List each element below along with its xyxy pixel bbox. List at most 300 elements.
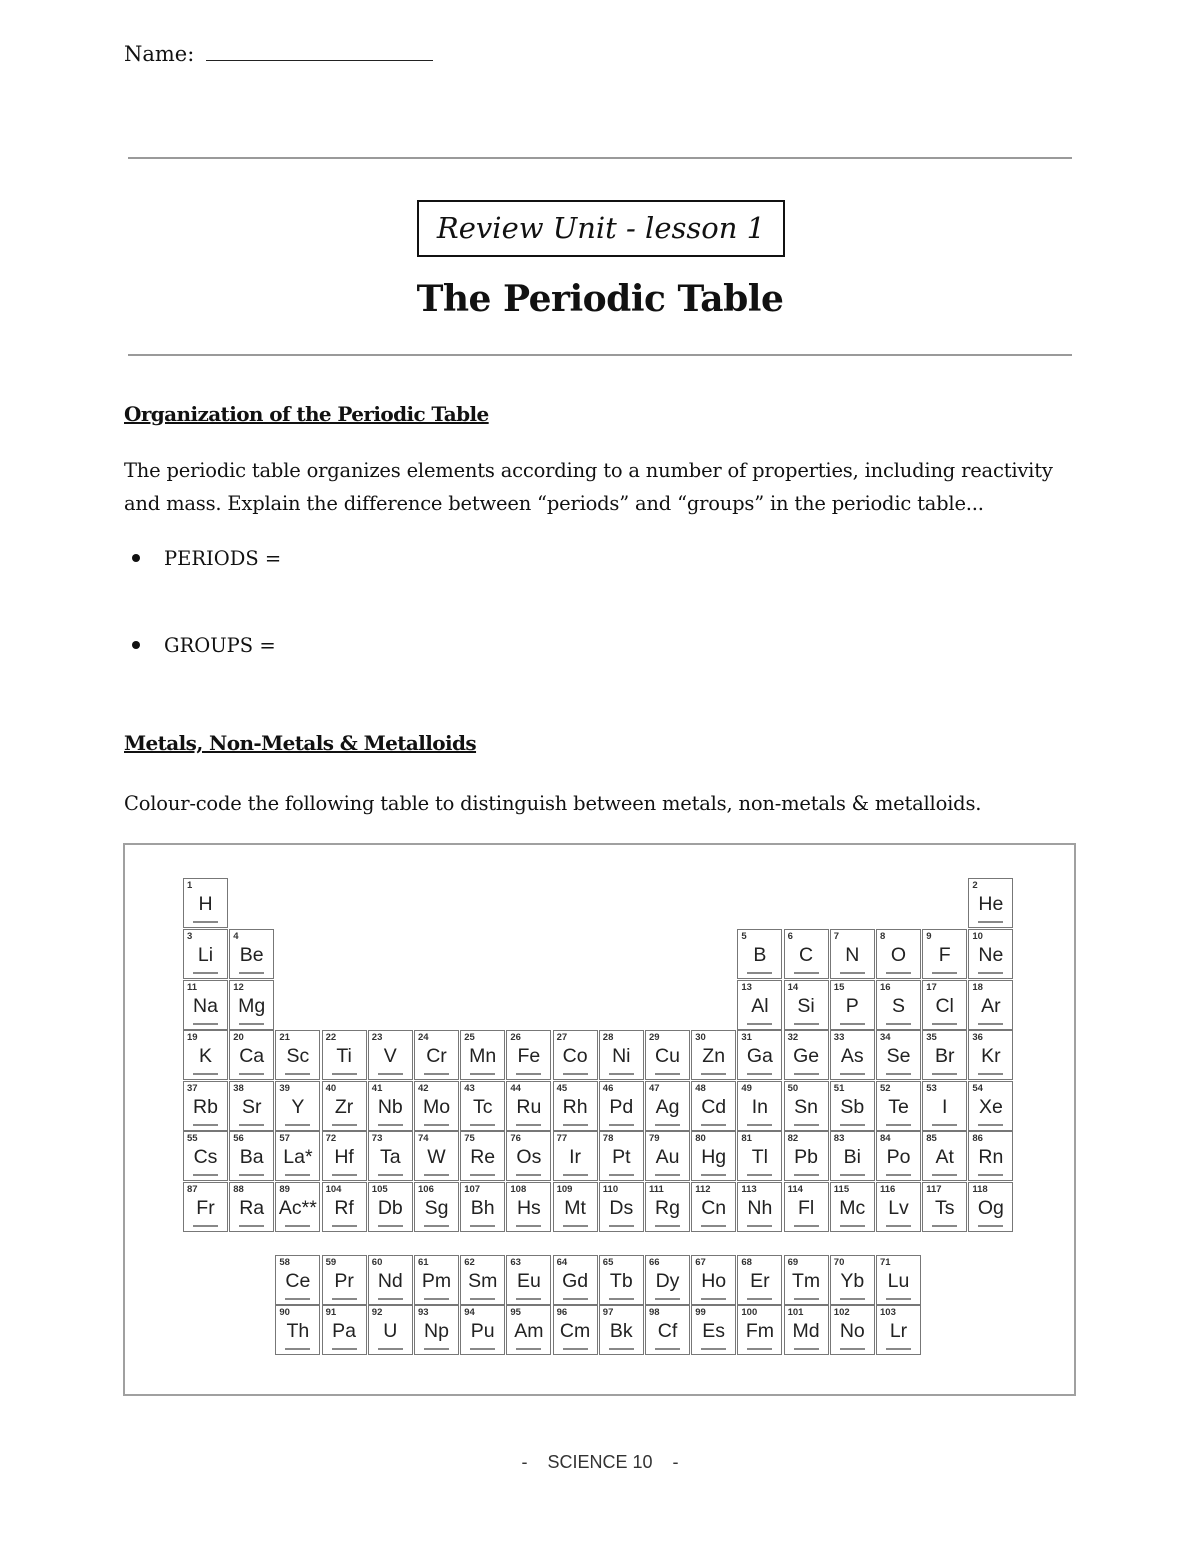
element-name-mark <box>424 1124 449 1126</box>
element-symbol: Ru <box>516 1096 542 1118</box>
element-atomic-number: 98 <box>649 1307 660 1318</box>
element-cell[interactable] <box>275 1030 320 1080</box>
element-symbol: Os <box>516 1146 542 1168</box>
element-cell[interactable] <box>830 980 875 1030</box>
element-cell[interactable] <box>414 1305 459 1355</box>
element-symbol: Cu <box>655 1045 680 1067</box>
element-name-mark <box>701 1225 726 1227</box>
element-cell[interactable] <box>599 1131 644 1181</box>
element-cell[interactable] <box>599 1255 644 1305</box>
element-cell[interactable] <box>183 980 228 1030</box>
element-symbol: C <box>799 944 814 966</box>
element-name-mark <box>332 1124 357 1126</box>
element-atomic-number: 2 <box>972 880 978 891</box>
element-name-mark <box>794 1124 819 1126</box>
element-symbol: S <box>891 995 905 1017</box>
element-cell[interactable] <box>830 1305 875 1355</box>
element-atomic-number: 57 <box>279 1133 290 1144</box>
element-symbol: Rb <box>193 1096 218 1118</box>
element-name-mark <box>886 1174 911 1176</box>
element-cell[interactable] <box>645 1030 690 1080</box>
element-atomic-number: 111 <box>649 1184 664 1195</box>
element-cell[interactable] <box>322 1030 367 1080</box>
element-cell[interactable] <box>368 1305 413 1355</box>
element-cell[interactable] <box>737 1182 782 1232</box>
element-cell[interactable] <box>784 1081 829 1131</box>
element-cell[interactable] <box>506 1255 551 1305</box>
element-cell[interactable] <box>368 1081 413 1131</box>
element-cell[interactable] <box>506 1182 551 1232</box>
element-cell[interactable] <box>506 1305 551 1355</box>
element-cell[interactable] <box>830 1255 875 1305</box>
element-cell[interactable] <box>737 1081 782 1131</box>
element-atomic-number: 22 <box>325 1032 337 1043</box>
element-name-mark <box>701 1124 726 1126</box>
element-cell[interactable] <box>275 1255 320 1305</box>
element-symbol: Te <box>888 1096 909 1118</box>
element-name-mark <box>424 1348 449 1350</box>
element-atomic-number: 85 <box>926 1133 937 1144</box>
element-cell[interactable] <box>922 1030 967 1080</box>
element-cell[interactable] <box>368 1131 413 1181</box>
element-symbol: Pd <box>609 1096 634 1118</box>
element-cell[interactable] <box>460 1255 505 1305</box>
page-title: The Periodic Table <box>416 278 784 320</box>
element-atomic-number: 9 <box>926 931 932 942</box>
element-cell[interactable] <box>876 929 921 979</box>
element-name-mark <box>285 1124 310 1126</box>
element-cell[interactable] <box>830 1030 875 1080</box>
element-cell[interactable] <box>968 1030 1013 1080</box>
element-cell[interactable] <box>968 980 1013 1030</box>
organization-paragraph <box>124 454 1084 520</box>
element-cell[interactable] <box>691 1131 736 1181</box>
element-cell[interactable] <box>691 1030 736 1080</box>
element-atomic-number: 103 <box>880 1307 896 1318</box>
element-cell[interactable] <box>506 1081 551 1131</box>
element-name-mark <box>701 1174 726 1176</box>
name-blank-line[interactable] <box>206 40 433 61</box>
element-cell[interactable] <box>599 1182 644 1232</box>
element-name-mark <box>932 1225 957 1227</box>
element-cell[interactable] <box>414 1081 459 1131</box>
element-cell[interactable] <box>322 1131 367 1181</box>
element-cell[interactable] <box>460 1182 505 1232</box>
element-atomic-number: 3 <box>187 931 193 942</box>
element-cell[interactable] <box>553 1255 598 1305</box>
element-atomic-number: 19 <box>187 1032 198 1043</box>
element-cell[interactable] <box>553 1131 598 1181</box>
element-symbol: Re <box>470 1146 496 1168</box>
element-cell[interactable] <box>968 1182 1013 1232</box>
element-atomic-number: 59 <box>325 1257 337 1268</box>
element-atomic-number: 11 <box>187 982 198 993</box>
element-name-mark <box>193 1023 218 1025</box>
element-symbol: Be <box>239 944 264 966</box>
element-name-mark <box>747 1073 772 1075</box>
element-atomic-number: 8 <box>880 931 886 942</box>
paragraph-line-1: The periodic table organizes elements according to a number of properties, including reactivity <box>124 459 1053 482</box>
element-cell[interactable] <box>830 929 875 979</box>
element-atomic-number: 109 <box>556 1184 573 1195</box>
element-atomic-number: 31 <box>741 1032 752 1043</box>
element-name-mark <box>239 1174 264 1176</box>
element-symbol: Rh <box>562 1096 588 1118</box>
element-cell[interactable] <box>968 1131 1013 1181</box>
bullet-groups-label: GROUPS = <box>164 634 276 657</box>
element-cell[interactable] <box>553 1081 598 1131</box>
element-name-mark <box>424 1298 449 1300</box>
element-symbol: Xe <box>978 1096 1003 1118</box>
element-cell[interactable] <box>322 1255 367 1305</box>
element-name-mark <box>978 1225 1003 1227</box>
element-name-mark <box>563 1225 588 1227</box>
element-cell[interactable] <box>368 1182 413 1232</box>
element-name-mark <box>378 1298 403 1300</box>
element-symbol: Bk <box>609 1320 633 1342</box>
element-symbol: Er <box>750 1270 770 1292</box>
element-symbol: Zn <box>702 1045 726 1067</box>
element-symbol: Cs <box>193 1146 218 1168</box>
element-atomic-number: 94 <box>464 1307 475 1318</box>
element-symbol: Fe <box>517 1045 541 1067</box>
element-atomic-number: 55 <box>187 1133 198 1144</box>
element-cell[interactable] <box>737 1131 782 1181</box>
element-atomic-number: 71 <box>880 1257 891 1268</box>
element-name-mark <box>886 1023 911 1025</box>
element-atomic-number: 96 <box>556 1307 568 1318</box>
element-cell[interactable] <box>876 980 921 1030</box>
element-cell[interactable] <box>229 980 274 1030</box>
element-cell[interactable] <box>599 1081 644 1131</box>
element-cell[interactable] <box>229 1131 274 1181</box>
element-atomic-number: 52 <box>880 1083 891 1094</box>
element-cell[interactable] <box>460 1305 505 1355</box>
element-symbol: Lv <box>888 1197 909 1219</box>
element-cell[interactable] <box>737 1305 782 1355</box>
element-cell[interactable] <box>553 1182 598 1232</box>
element-name-mark <box>516 1124 541 1126</box>
element-atomic-number: 106 <box>418 1184 434 1195</box>
element-name-mark <box>378 1174 403 1176</box>
element-atomic-number: 62 <box>464 1257 475 1268</box>
element-atomic-number: 93 <box>418 1307 429 1318</box>
element-cell[interactable] <box>691 1255 736 1305</box>
element-symbol: Dy <box>655 1270 680 1292</box>
element-cell[interactable] <box>922 1182 967 1232</box>
element-atomic-number: 40 <box>325 1083 337 1094</box>
element-cell[interactable] <box>183 1131 228 1181</box>
element-cell[interactable] <box>922 980 967 1030</box>
element-cell[interactable] <box>414 1030 459 1080</box>
top-divider <box>128 157 1072 159</box>
element-name-mark <box>978 1124 1003 1126</box>
element-atomic-number: 14 <box>787 982 799 993</box>
element-atomic-number: 81 <box>741 1133 752 1144</box>
element-name-mark <box>285 1225 310 1227</box>
element-symbol: Ga <box>746 1045 773 1067</box>
element-cell[interactable] <box>968 878 1013 928</box>
element-atomic-number: 4 <box>233 931 239 942</box>
element-symbol: Mo <box>422 1096 451 1118</box>
element-symbol: Ti <box>336 1045 352 1067</box>
element-name-mark <box>794 1023 819 1025</box>
element-symbol: Es <box>702 1320 726 1342</box>
element-name-mark <box>239 1073 264 1075</box>
element-cell[interactable] <box>922 1131 967 1181</box>
element-cell[interactable] <box>229 929 274 979</box>
element-name-mark <box>701 1348 726 1350</box>
element-cell[interactable] <box>922 929 967 979</box>
element-cell[interactable] <box>506 1030 551 1080</box>
element-name-mark <box>332 1174 357 1176</box>
element-cell[interactable] <box>322 1081 367 1131</box>
element-cell[interactable] <box>876 1131 921 1181</box>
element-cell[interactable] <box>645 1182 690 1232</box>
element-name-mark <box>470 1348 495 1350</box>
element-cell[interactable] <box>830 1081 875 1131</box>
element-name-mark <box>516 1174 541 1176</box>
element-cell[interactable] <box>922 1081 967 1131</box>
element-atomic-number: 105 <box>371 1184 388 1195</box>
element-atomic-number: 99 <box>695 1307 706 1318</box>
element-atomic-number: 56 <box>233 1133 244 1144</box>
element-atomic-number: 44 <box>510 1083 521 1094</box>
element-atomic-number: 47 <box>649 1083 660 1094</box>
element-cell[interactable] <box>968 1081 1013 1131</box>
element-symbol: Cm <box>559 1320 591 1342</box>
element-atomic-number: 67 <box>695 1257 706 1268</box>
element-cell[interactable] <box>183 1081 228 1131</box>
element-name-mark <box>563 1298 588 1300</box>
element-cell[interactable] <box>784 1182 829 1232</box>
element-symbol: Y <box>291 1096 305 1118</box>
element-symbol: Og <box>977 1197 1004 1219</box>
element-cell[interactable] <box>830 1131 875 1181</box>
element-cell[interactable] <box>737 980 782 1030</box>
bullet-periods-label: PERIODS = <box>164 547 282 570</box>
name-row <box>124 40 433 66</box>
element-name-mark <box>886 1124 911 1126</box>
element-cell[interactable] <box>876 1255 921 1305</box>
element-symbol: Li <box>197 944 214 966</box>
element-cell[interactable] <box>229 1182 274 1232</box>
element-name-mark <box>840 972 865 974</box>
bullet-periods <box>132 547 281 570</box>
element-cell[interactable] <box>229 1081 274 1131</box>
element-name-mark <box>332 1298 357 1300</box>
element-cell[interactable] <box>645 1305 690 1355</box>
element-cell[interactable] <box>322 1305 367 1355</box>
element-atomic-number: 46 <box>602 1083 614 1094</box>
element-cell[interactable] <box>691 1081 736 1131</box>
element-symbol: Ce <box>285 1270 311 1292</box>
element-cell[interactable] <box>506 1131 551 1181</box>
element-name-mark <box>193 1124 218 1126</box>
element-cell[interactable] <box>968 929 1013 979</box>
element-cell[interactable] <box>183 929 228 979</box>
element-symbol: Yb <box>840 1270 865 1292</box>
element-name-mark <box>840 1348 865 1350</box>
element-atomic-number: 37 <box>187 1083 198 1094</box>
element-atomic-number: 76 <box>510 1133 521 1144</box>
element-symbol: Br <box>934 1045 955 1067</box>
element-cell[interactable] <box>784 929 829 979</box>
element-name-mark <box>609 1174 634 1176</box>
element-name-mark <box>932 972 957 974</box>
element-atomic-number: 69 <box>787 1257 799 1268</box>
element-name-mark <box>609 1124 634 1126</box>
element-name-mark <box>332 1073 357 1075</box>
element-cell[interactable] <box>876 1182 921 1232</box>
element-cell[interactable] <box>691 1305 736 1355</box>
element-name-mark <box>840 1124 865 1126</box>
element-atomic-number: 51 <box>833 1083 845 1094</box>
element-symbol: Hf <box>334 1146 354 1168</box>
element-symbol: Pr <box>334 1270 354 1292</box>
element-name-mark <box>932 1023 957 1025</box>
element-atomic-number: 5 <box>741 931 747 942</box>
element-atomic-number: 18 <box>972 982 983 993</box>
element-cell[interactable] <box>830 1182 875 1232</box>
element-atomic-number: 64 <box>556 1257 568 1268</box>
element-cell[interactable] <box>737 1030 782 1080</box>
element-cell[interactable] <box>645 1255 690 1305</box>
element-cell[interactable] <box>460 1030 505 1080</box>
element-name-mark <box>886 1225 911 1227</box>
element-cell[interactable] <box>414 1131 459 1181</box>
element-name-mark <box>239 1124 264 1126</box>
element-cell[interactable] <box>737 1255 782 1305</box>
element-name-mark <box>978 1073 1003 1075</box>
section-heading-metals: Metals, Non-Metals & Metalloids <box>124 731 477 755</box>
element-cell[interactable] <box>414 1182 459 1232</box>
element-cell[interactable] <box>876 1305 921 1355</box>
element-name-mark <box>470 1225 495 1227</box>
element-cell[interactable] <box>784 1255 829 1305</box>
element-atomic-number: 6 <box>787 931 793 942</box>
element-symbol: Se <box>886 1045 911 1067</box>
element-atomic-number: 15 <box>833 982 845 993</box>
element-name-mark <box>516 1298 541 1300</box>
element-atomic-number: 88 <box>233 1184 244 1195</box>
element-atomic-number: 66 <box>649 1257 660 1268</box>
element-cell[interactable] <box>183 878 228 928</box>
element-name-mark <box>747 972 772 974</box>
element-cell[interactable] <box>553 1305 598 1355</box>
element-atomic-number: 87 <box>187 1184 198 1195</box>
element-cell[interactable] <box>275 1305 320 1355</box>
element-symbol: Cr <box>426 1045 447 1067</box>
element-name-mark <box>747 1023 772 1025</box>
element-symbol: Au <box>655 1146 680 1168</box>
element-cell[interactable] <box>229 1030 274 1080</box>
element-atomic-number: 63 <box>510 1257 521 1268</box>
element-cell[interactable] <box>183 1030 228 1080</box>
element-symbol: Np <box>424 1320 449 1342</box>
element-atomic-number: 36 <box>972 1032 983 1043</box>
element-cell[interactable] <box>784 1305 829 1355</box>
element-cell[interactable] <box>275 1182 320 1232</box>
element-cell[interactable] <box>553 1030 598 1080</box>
element-cell[interactable] <box>275 1131 320 1181</box>
element-atomic-number: 107 <box>464 1184 481 1195</box>
element-cell[interactable] <box>691 1182 736 1232</box>
element-symbol: H <box>198 893 213 915</box>
element-cell[interactable] <box>460 1131 505 1181</box>
element-atomic-number: 13 <box>741 982 752 993</box>
element-cell[interactable] <box>414 1255 459 1305</box>
element-symbol: Ts <box>934 1197 955 1219</box>
element-cell[interactable] <box>876 1030 921 1080</box>
element-symbol: Na <box>193 995 218 1017</box>
element-atomic-number: 86 <box>972 1133 983 1144</box>
element-cell[interactable] <box>876 1081 921 1131</box>
element-cell[interactable] <box>322 1182 367 1232</box>
element-cell[interactable] <box>784 1131 829 1181</box>
element-name-mark <box>840 1225 865 1227</box>
element-atomic-number: 26 <box>510 1032 521 1043</box>
element-name-mark <box>239 1225 264 1227</box>
element-atomic-number: 92 <box>371 1307 383 1318</box>
element-name-mark <box>193 1073 218 1075</box>
element-name-mark <box>978 1023 1003 1025</box>
element-cell[interactable] <box>599 1030 644 1080</box>
element-cell[interactable] <box>368 1255 413 1305</box>
element-cell[interactable] <box>275 1081 320 1131</box>
element-name-mark <box>747 1174 772 1176</box>
element-name-mark <box>840 1174 865 1176</box>
element-cell[interactable] <box>460 1081 505 1131</box>
element-atomic-number: 43 <box>464 1083 475 1094</box>
element-symbol: Ca <box>239 1045 265 1067</box>
element-cell[interactable] <box>784 980 829 1030</box>
element-atomic-number: 41 <box>371 1083 383 1094</box>
element-cell[interactable] <box>645 1131 690 1181</box>
element-symbol: W <box>427 1146 446 1168</box>
element-symbol: Eu <box>516 1270 541 1292</box>
element-name-mark <box>193 1174 218 1176</box>
element-symbol: Ag <box>655 1096 680 1118</box>
element-symbol: Mt <box>564 1197 586 1219</box>
element-cell[interactable] <box>645 1081 690 1131</box>
element-cell[interactable] <box>599 1305 644 1355</box>
element-symbol: Tl <box>751 1146 769 1168</box>
bullet-dot-icon <box>132 554 140 562</box>
element-cell[interactable] <box>183 1182 228 1232</box>
element-symbol: Nb <box>377 1096 403 1118</box>
element-cell[interactable] <box>368 1030 413 1080</box>
element-name-mark <box>886 972 911 974</box>
element-symbol: Db <box>377 1197 403 1219</box>
element-symbol: Al <box>751 995 769 1017</box>
element-atomic-number: 60 <box>371 1257 383 1268</box>
element-name-mark <box>378 1225 403 1227</box>
element-cell[interactable] <box>784 1030 829 1080</box>
element-atomic-number: 90 <box>279 1307 290 1318</box>
element-symbol: Kr <box>981 1045 1001 1067</box>
element-symbol: Cf <box>657 1320 678 1342</box>
periodic-table-frame <box>123 843 1076 1396</box>
element-atomic-number: 35 <box>926 1032 937 1043</box>
element-symbol: Nh <box>747 1197 773 1219</box>
element-name-mark <box>332 1348 357 1350</box>
element-symbol: Nd <box>377 1270 403 1292</box>
element-cell[interactable] <box>737 929 782 979</box>
element-symbol: Pu <box>470 1320 495 1342</box>
element-symbol: V <box>383 1045 397 1067</box>
element-symbol: F <box>938 944 951 966</box>
